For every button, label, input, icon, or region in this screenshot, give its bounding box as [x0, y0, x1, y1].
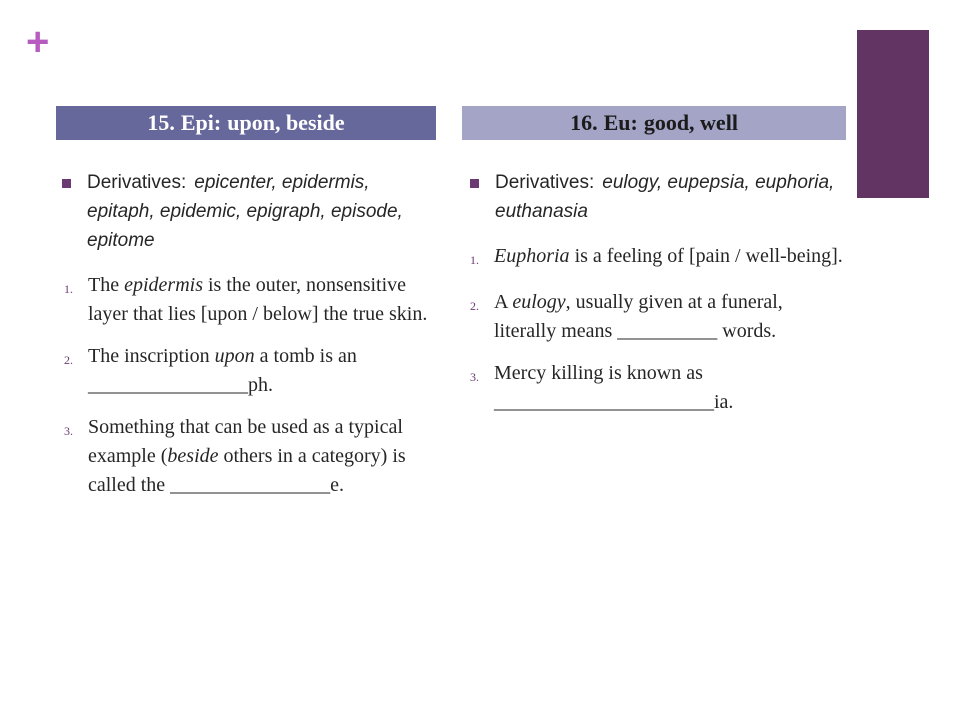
question-item [62, 413, 434, 500]
question-emphasis: upon [214, 345, 255, 367]
derivatives-item [62, 168, 434, 255]
question-emphasis: beside [167, 445, 219, 467]
question-text [88, 413, 434, 500]
derivatives-text [87, 168, 434, 255]
question-number: 2. [64, 353, 73, 367]
question-item [62, 342, 434, 400]
question-post: a tomb is an ________________ph. [88, 345, 357, 396]
question-post: others in a category) is called the ________________e. [88, 445, 406, 496]
question-emphasis: epidermis [124, 274, 203, 296]
derivatives-words: eulogy, eupepsia, euphoria, euthanasia [495, 172, 835, 222]
bullet-icon [62, 179, 71, 188]
question-text [88, 342, 434, 400]
header-meaning: upon, beside [227, 110, 345, 135]
question-emphasis: Euphoria [494, 245, 570, 267]
bullet-icon [470, 179, 479, 188]
question-number: 1. [64, 282, 73, 296]
derivatives-item [470, 168, 844, 226]
header-root: Eu: [603, 110, 638, 135]
question-text [88, 271, 434, 329]
question-item [470, 242, 844, 275]
question-post: is the outer, nonsensitive layer that lies [upon / below] the true skin. [88, 274, 428, 325]
plus-icon: + [26, 20, 50, 64]
question-number: 1. [470, 253, 479, 267]
question-item [62, 271, 434, 329]
question-number: 2. [470, 299, 479, 313]
column-eu [470, 168, 844, 430]
question-pre: A [494, 291, 513, 313]
header-prefix-epi [56, 106, 436, 140]
accent-bar [857, 30, 929, 198]
question-item [470, 288, 844, 346]
header-number: 16. [570, 110, 598, 135]
question-post: is a feeling of [pain / well-being]. [569, 245, 843, 267]
question-text [494, 359, 844, 417]
derivatives-text [495, 168, 844, 226]
header-root: Epi: [180, 110, 222, 135]
question-pre: Mercy killing is known as ______________________ia. [494, 362, 734, 413]
question-number: 3. [64, 424, 73, 438]
header-meaning: good, well [643, 110, 738, 135]
header-prefix-eu [462, 106, 846, 140]
question-item [470, 359, 844, 417]
question-emphasis: eulogy [512, 291, 566, 313]
column-epi [62, 168, 434, 513]
derivatives-words: epicenter, epidermis, epitaph, epidemic, epigraph, episode, epitome [87, 172, 403, 251]
question-text [494, 242, 844, 271]
question-number: 3. [470, 370, 479, 384]
derivatives-label: Derivatives: [87, 172, 187, 193]
question-text [494, 288, 844, 346]
derivatives-label: Derivatives: [495, 172, 595, 193]
question-pre: The [88, 274, 125, 296]
question-pre: The inscription [88, 345, 215, 367]
question-pre: Something that can be used as a typical example ( [88, 416, 403, 467]
question-post: , usually given at a funeral, literally means __________ words. [494, 291, 783, 342]
header-number: 15. [147, 110, 175, 135]
